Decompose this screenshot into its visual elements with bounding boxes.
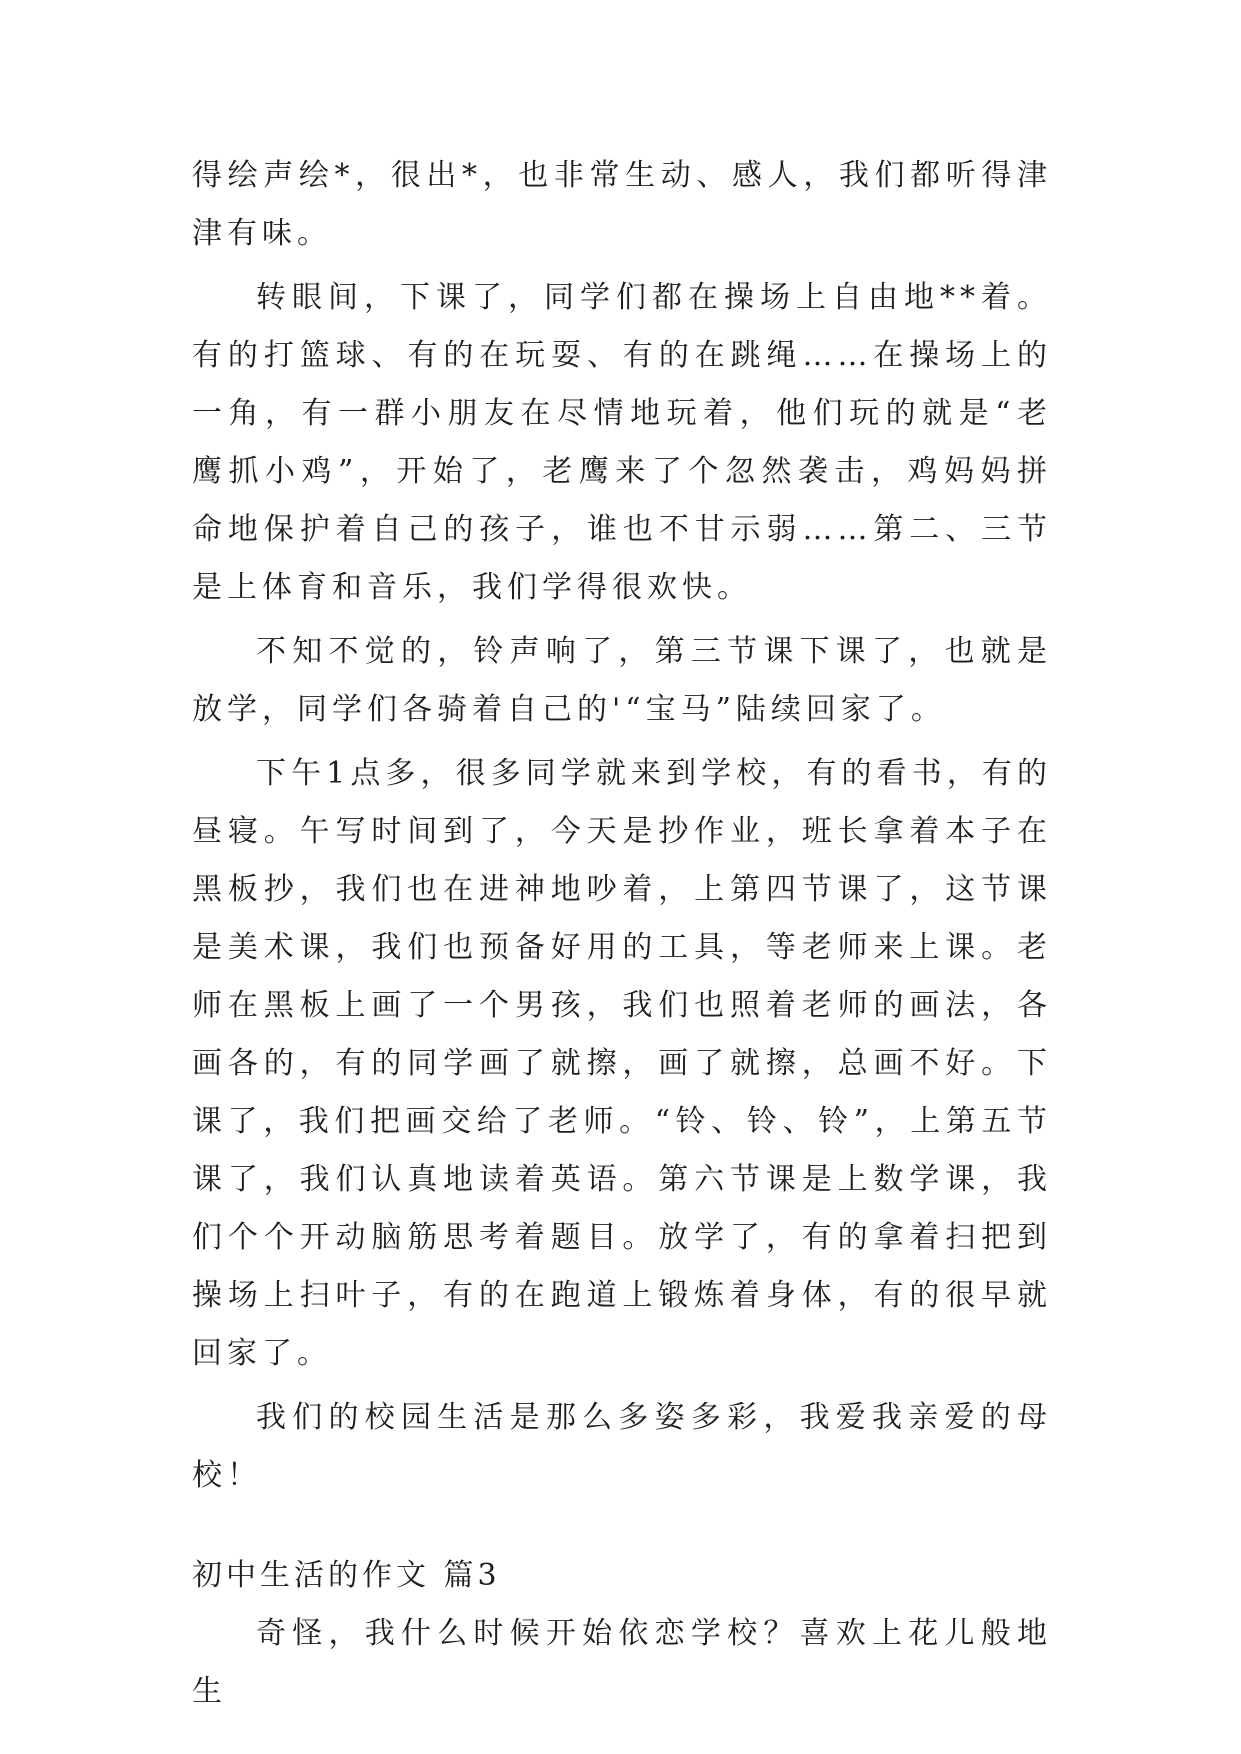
paragraph-3: 不知不觉的，铃声响了，第三节课下课了，也就是放学，同学们各骑着自己的'“宝马”陆续回家了。 (192, 634, 1052, 727)
section-heading: 初中生活的作文 篇3 (192, 1558, 501, 1593)
paragraph-1: 得绘声绘*，很出*，也非常生动、感人，我们都听得津津有味。 (192, 158, 1052, 251)
paragraph-4: 下午1点多，很多同学就来到学校，有的看书，有的昼寝。午写时间到了，今天是抄作业，班长拿着本子在黑板抄，我们也在进神地吵着，上第四节课了，这节课是美术课，我们也预备好用的工具，等老师来上课。老师在黑板上画了一个男孩，我们也照着老师的画法，各画各的，有的同学画了就擦，画了就擦，总画不好。下课了，我们把画交给了老师。“铃、铃、铃”，上第五节课了，我们认真地读着英语。第六节课是上数学课，我们个个开动脑筋思考着题目。放学了，有的拿着扫把到操场上扫叶子，有的在跑道上锻炼着身体，有的很早就回家了。 (192, 756, 1052, 1371)
paragraph-2: 转眼间，下课了，同学们都在操场上自由地**着。有的打篮球、有的在玩耍、有的在跳绳……在操场上的一角，有一群小朋友在尽情地玩着，他们玩的就是“老鹰抓小鸡”，开始了，老鹰来了个忽然袭击，鸡妈妈拼命地保护着自己的孩子，谁也不甘示弱……第二、三节是上体育和音乐，我们学得很欢快。 (192, 280, 1052, 605)
paragraph-6: 奇怪，我什么时候开始依恋学校？喜欢上花儿般地生 (192, 1616, 1052, 1709)
document-page (192, 147, 1052, 1727)
paragraph-5: 我们的校园生活是那么多姿多彩，我爱我亲爱的母校！ (192, 1400, 1052, 1493)
